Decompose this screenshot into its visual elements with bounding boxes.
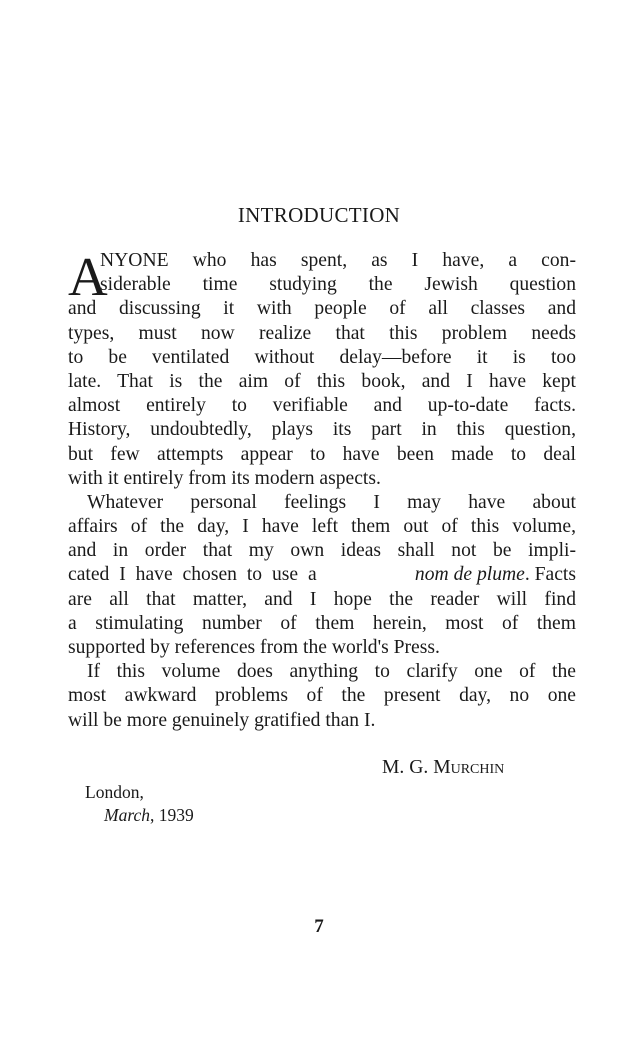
text-line: a stimulating number of them herein, most of them [68,612,576,634]
paragraph-3 [68,660,576,733]
text-segment: cated I have chosen to use a [68,564,317,586]
author-initials: M. G. [382,757,429,778]
date-month: March [104,805,151,825]
text-line: almost entirely to verifiable and up-to-date facts. [68,395,576,417]
text-line: affairs of the day, I have left them out of this volume, [68,516,576,538]
text-line: siderable time studying the Jewish question [100,274,576,296]
text-line: late. That is the aim of this book, and I have kept [68,370,576,392]
drop-cap: A [68,246,108,307]
text-line: are all that matter, and I hope the reader will find [68,588,576,610]
text-line: If this volume does anything to clarify one of the [87,661,576,683]
paragraph-2 [68,491,576,660]
page-number: 7 [314,916,324,937]
place: London, [85,782,144,802]
text-line: History, undoubtedly, plays its part in this question, [68,419,576,441]
text-line: and discussing it with people of all classes and [68,298,576,320]
author-surname: Murchin [433,757,505,778]
text-line: Whatever personal feelings I may have about [87,491,576,513]
text-line-mixed [68,563,576,587]
text-line: supported by references from the world's Press. [68,637,440,658]
text-line: to be ventilated without delay—before it is too [68,346,576,368]
author-signature [382,757,504,779]
text-line: most awkward problems of the present day, no one [68,685,576,707]
text-segment: . Facts [524,564,576,586]
date [104,805,194,826]
text-line: and in order that my own ideas shall not be impli- [68,540,576,562]
text-line: but few attempts appear to have been made to deal [68,443,576,465]
body-text [68,246,576,733]
date-year: , 1939 [150,805,194,825]
text-segment-group [415,563,576,587]
text-line: with it entirely from its modern aspects. [68,467,381,489]
paragraph-1 [68,246,576,491]
text-line: types, must now realize that this problem needs [68,322,576,344]
page-title: INTRODUCTION [237,203,401,227]
text-line: will be more genuinely gratified than I. [68,709,376,731]
text-line: NYONE who has spent, as I have, a con- [100,250,576,271]
italic-phrase: nom de plume [414,564,525,586]
